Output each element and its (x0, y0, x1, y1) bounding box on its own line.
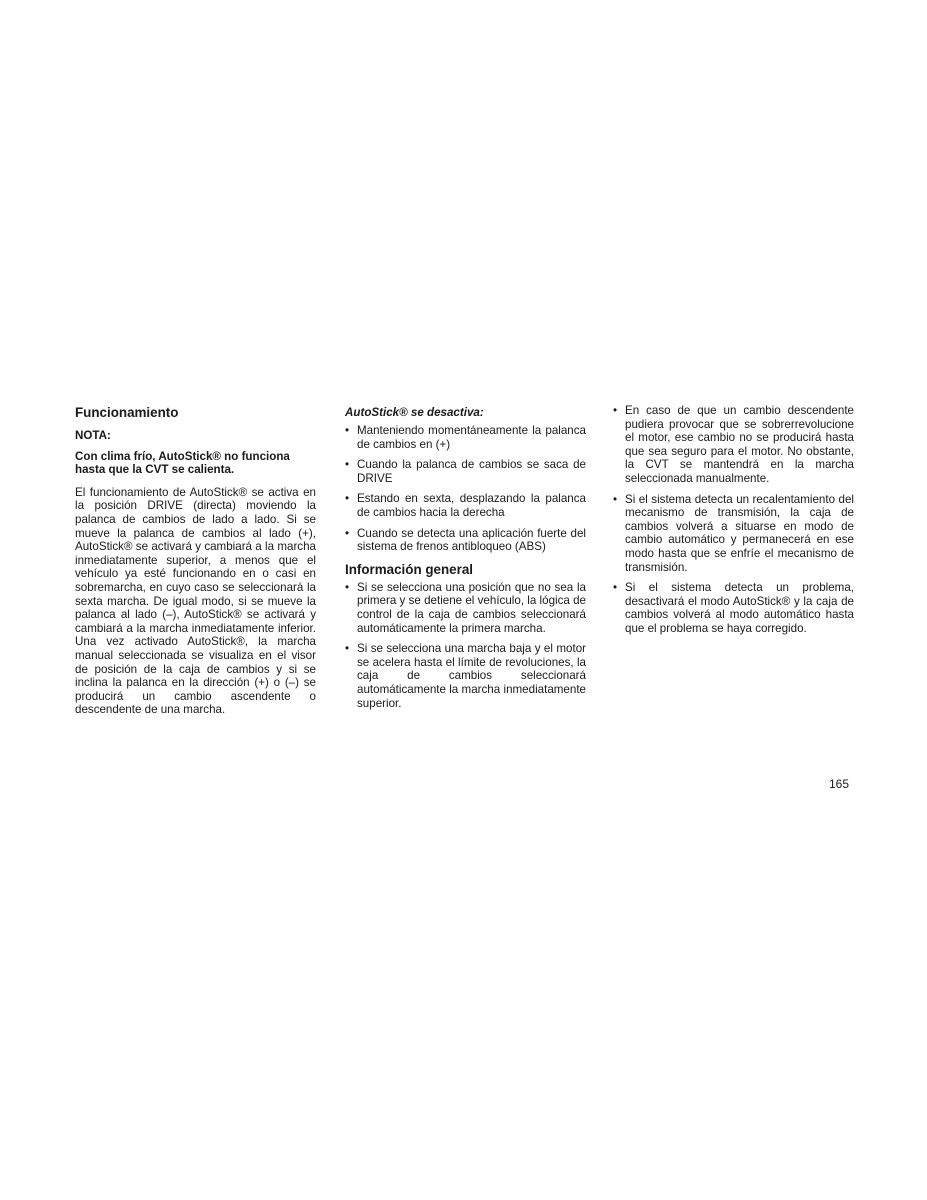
bullet-icon: • (345, 424, 350, 437)
list-item-text: Cuando la palanca de cambios se saca de DRIVE (357, 458, 586, 485)
list-item (345, 424, 586, 451)
list-item-text: Cuando se detecta una aplicación fuerte del sistema de frenos antibloqueo (ABS) (357, 526, 586, 554)
list-item (345, 581, 586, 635)
list-item (345, 642, 586, 710)
bullet-icon: • (613, 492, 618, 506)
list-item (345, 458, 586, 485)
list-item-text: Si el sistema detecta un problema, desactivará el modo AutoStick® y la caja de cambios volverá al modo automático hasta que el problema se haya corregido. (625, 581, 854, 635)
general-info-list (345, 581, 586, 710)
list-item-text: Si se selecciona una posición que no sea la primera y se detiene el vehículo, la lógica de control de la caja de cambios seleccionará automáticamente la primera marcha. (357, 580, 586, 635)
bullet-icon: • (613, 581, 618, 595)
list-item-text: Manteniendo momentáneamente la palanca de cambios en (+) (357, 424, 586, 451)
bullet-icon: • (345, 492, 350, 506)
note-text: Con clima frío, AutoStick® no funciona hasta que la CVT se calienta. (75, 449, 290, 477)
list-item (613, 493, 854, 575)
list-item (345, 492, 586, 519)
column-2 (345, 404, 586, 710)
page-number: 165 (829, 777, 850, 791)
list-item (345, 527, 586, 554)
note-label: NOTA: (75, 429, 111, 442)
list-item (613, 404, 854, 486)
column-1 (75, 404, 316, 717)
bullet-icon: • (345, 642, 350, 656)
list-item-text: Si el sistema detecta un recalentamiento del mecanismo de transmisión, la caja de cambios volverá a situarse en modo de cambio automático y permanecerá en ese modo hasta que se enfríe el mecanismo de transmisión. (625, 492, 854, 574)
list-item-text: En caso de que un cambio descendente pudiera provocar que se sobrerrevolucione el motor, ese cambio no se producirá hasta que sea seguro para el motor. No obstante, la CVT se mantendrá en la marcha seleccionada manualmente. (625, 404, 854, 485)
list-item-text: Si se selecciona una marcha baja y el motor se acelera hasta el límite de revoluciones, la caja de cambios seleccionará automáticamente la marcha inmediatamente superior. (357, 642, 586, 710)
section-heading-funcionamiento: Funcionamiento (75, 405, 179, 420)
section-heading-informacion-general: Información general (345, 561, 473, 577)
bullet-icon: • (345, 526, 350, 540)
list-item (613, 581, 854, 635)
deactivate-list (345, 424, 586, 554)
bullet-icon: • (613, 404, 618, 417)
behavior-list (613, 404, 854, 636)
bullet-icon: • (345, 580, 350, 594)
body-paragraph: El funcionamiento de AutoStick® se activa en la posición DRIVE (directa) moviendo la palanca de cambios de lado a lado. Si se mueve la palanca de cambios al lado (+), AutoStick® se activará y cambiará a la marcha inmediatamente superior, a menos que el vehículo ya esté funcionando en o casi en sobremarcha, en cuyo caso se seleccionará la sexta marcha. De igual modo, si se mueve la palanca al lado (–), AutoStick® se activará y cambiará a la marcha inmediatamente inferior. Una vez activado AutoStick®, la marcha manual seleccionada se visualiza en el visor de posición de la caja de cambios y si se inclina la palanca en la dirección (+) o (–) se producirá un cambio ascendente o descendente de una marcha. (75, 485, 316, 717)
list-heading-autostick-deactivates: AutoStick® se desactiva: (345, 406, 484, 419)
list-item-text: Estando en sexta, desplazando la palanca de cambios hacia la derecha (357, 492, 586, 519)
column-3 (613, 404, 854, 636)
bullet-icon: • (345, 458, 350, 472)
